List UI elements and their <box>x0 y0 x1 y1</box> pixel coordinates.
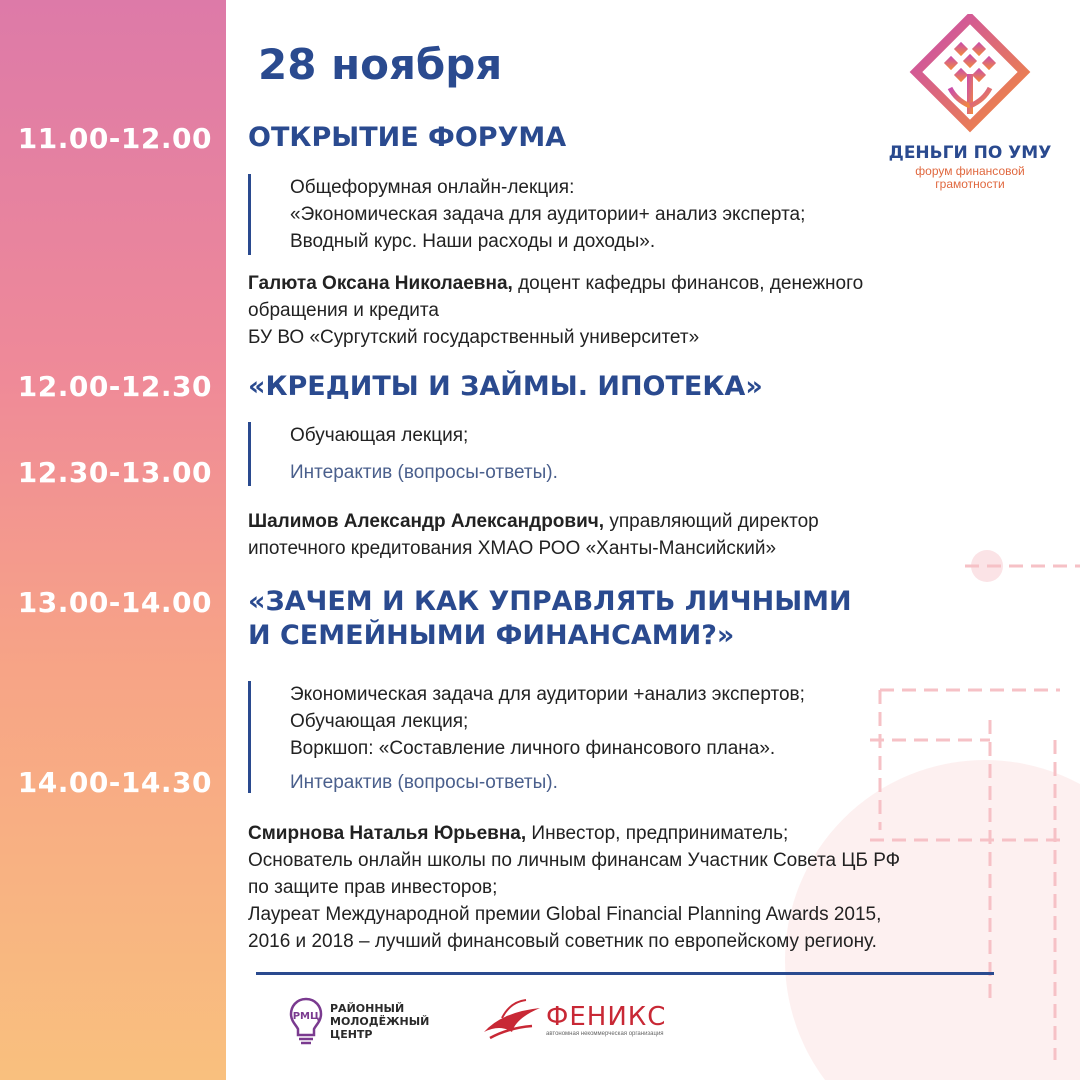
session-3-interactive: Интерактив (вопросы-ответы). <box>290 772 558 793</box>
time-slot-5: 14.00-14.30 <box>17 766 212 799</box>
phoenix-wing-icon <box>482 998 542 1042</box>
partner-1-line: МОЛОДЁЖНЫЙ <box>330 1014 430 1028</box>
speaker-role: по защите прав инвесторов; <box>248 877 498 898</box>
forum-logo-icon <box>908 14 1032 134</box>
time-slot-3: 12.30-13.00 <box>17 456 212 489</box>
speaker-award: 2016 и 2018 – лучший финансовый советник по европейскому региону. <box>248 931 877 952</box>
session-2-interactive: Интерактив (вопросы-ответы). <box>290 462 558 483</box>
speaker-name: Галюта Оксана Николаевна, <box>248 273 513 294</box>
logo-subtitle: форум финансовой грамотности <box>915 164 1025 191</box>
description-line: Обучающая лекция; <box>290 425 469 446</box>
session-1-description <box>248 174 805 255</box>
sidebar-gradient <box>0 0 226 1080</box>
time-slot-4: 13.00-14.00 <box>17 586 212 619</box>
partner-1-name <box>330 1002 440 1041</box>
title-line: И СЕМЕЙНЫМИ ФИНАНСАМИ?» <box>248 620 735 651</box>
speaker-role: управляющий директор <box>604 511 819 532</box>
partner-phoenix <box>482 998 666 1042</box>
partner-youth-center <box>288 996 440 1046</box>
speaker-name: Шалимов Александр Александрович, <box>248 511 605 532</box>
description-line: Обучающая лекция; <box>290 711 469 732</box>
lightbulb-icon <box>288 996 324 1046</box>
session-2-title: «КРЕДИТЫ И ЗАЙМЫ. ИПОТЕКА» <box>248 371 763 402</box>
session-1-speaker <box>248 270 863 351</box>
description-line: Воркшоп: «Составление личного финансового плана». <box>290 738 776 759</box>
speaker-role: Инвестор, предприниматель; <box>526 823 789 844</box>
logo-title: ДЕНЬГИ ПО УМУ <box>888 143 1052 163</box>
title-line: «ЗАЧЕМ И КАК УПРАВЛЯТЬ ЛИЧНЫМИ <box>248 586 852 617</box>
speaker-role: доцент кафедры финансов, денежного <box>512 273 864 294</box>
description-line: Вводный курс. Наши расходы и доходы». <box>290 231 656 252</box>
partner-1-icon-text: РМЦ <box>292 1011 320 1022</box>
speaker-organization: БУ ВО «Сургутский государственный университет» <box>248 327 700 348</box>
partner-1-line: РАЙОННЫЙ <box>330 1001 405 1015</box>
session-2-speaker <box>248 508 819 562</box>
time-slot-1: 11.00-12.00 <box>17 122 212 155</box>
speaker-award: Лауреат Международной премии Global Financial Planning Awards 2015, <box>248 904 882 925</box>
footer-divider <box>256 972 994 975</box>
speaker-name: Смирнова Наталья Юрьевна, <box>248 823 527 844</box>
forum-logo <box>880 14 1060 191</box>
partner-1-line: ЦЕНТР <box>330 1027 373 1041</box>
partner-2-subtitle: автономная некоммерческая организация <box>546 1031 664 1037</box>
time-slot-2: 12.00-12.30 <box>17 370 212 403</box>
description-line: Экономическая задача для аудитории +анализ экспертов; <box>290 684 805 705</box>
partner-2-name: ФЕНИКС <box>546 1002 667 1032</box>
session-3-speaker <box>248 820 900 955</box>
description-line: «Экономическая задача для аудитории+ анализ эксперта; <box>290 204 806 225</box>
speaker-organization: ипотечного кредитования ХМАО РОО «Ханты-Мансийский» <box>248 538 777 559</box>
speaker-role: Основатель онлайн школы по личным финансам Участник Совета ЦБ РФ <box>248 850 901 871</box>
description-line: Общефорумная онлайн-лекция: <box>290 177 575 198</box>
speaker-role: обращения и кредита <box>248 300 439 321</box>
session-1-title: ОТКРЫТИЕ ФОРУМА <box>248 122 567 153</box>
page-date: 28 ноября <box>258 40 503 89</box>
session-3-title <box>248 585 852 653</box>
